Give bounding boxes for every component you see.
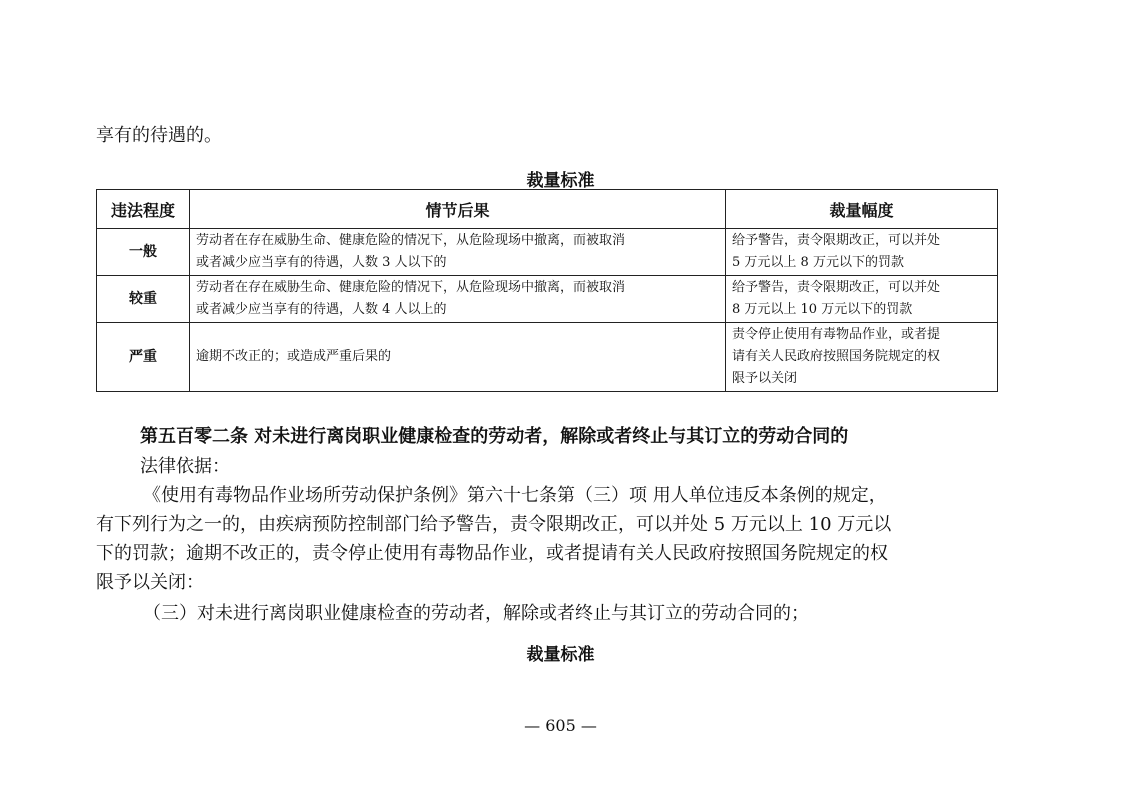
table-header-row	[97, 190, 998, 229]
header-circumstance: 情节后果	[190, 190, 726, 229]
cell-line: 责令停止使用有毒物品作业，或者提	[732, 327, 941, 342]
cell-line: 给予警告，责令限期改正，可以并处	[732, 233, 941, 248]
header-penalty-range: 裁量幅度	[726, 190, 998, 229]
cell-line: 8 万元以上 10 万元以下的罚款	[732, 302, 913, 317]
legal-basis-line: 《使用有毒物品作业场所劳动保护条例》第六十七条第（三）项 用人单位违反本条例的规定，	[143, 485, 887, 506]
cell-line: 给予警告，责令限期改正，可以并处	[732, 280, 941, 295]
level-cell: 较重	[97, 276, 190, 323]
penalty-cell	[726, 323, 998, 392]
table-row	[97, 276, 998, 323]
circumstance-cell	[190, 323, 726, 392]
cell-line: 逾期不改正的；或造成严重后果的	[196, 349, 392, 364]
level-cell: 一般	[97, 229, 190, 276]
cell-line: 劳动者在存在威胁生命、健康危险的情况下，从危险现场中撤离，而被取消	[196, 233, 626, 248]
penalty-cell	[726, 229, 998, 276]
table-caption: 裁量标准	[526, 645, 595, 665]
header-violation-degree: 违法程度	[97, 190, 190, 229]
legal-basis-line: 下的罚款；逾期不改正的，责令停止使用有毒物品作业，或者提请有关人民政府按照国务院规定的权	[96, 543, 888, 564]
level-cell: 严重	[97, 323, 190, 392]
penalty-standard-table	[96, 189, 998, 392]
legal-basis-line: 有下列行为之一的，由疾病预防控制部门给予警告，责令限期改正，可以并处 5 万元以上 10 万元以	[96, 514, 892, 535]
article-title: 第五百零二条 对未进行离岗职业健康检查的劳动者，解除或者终止与其订立的劳动合同的	[140, 426, 849, 447]
legal-basis-label: 法律依据：	[140, 456, 230, 477]
page-number: — 605 —	[524, 716, 597, 735]
circumstance-cell	[190, 229, 726, 276]
cell-line: 或者减少应当享有的待遇，人数 4 人以上的	[196, 302, 447, 317]
cell-line: 劳动者在存在威胁生命、健康危险的情况下，从危险现场中撤离，而被取消	[196, 280, 626, 295]
intro-line: 享有的待遇的。	[96, 125, 222, 146]
legal-basis-line: 限予以关闭：	[96, 572, 204, 593]
article-item: （三）对未进行离岗职业健康检查的劳动者，解除或者终止与其订立的劳动合同的；	[143, 603, 809, 624]
penalty-cell	[726, 276, 998, 323]
table-caption: 裁量标准	[526, 171, 595, 191]
cell-line: 限予以关闭	[732, 371, 798, 386]
circumstance-cell	[190, 276, 726, 323]
cell-line: 或者减少应当享有的待遇，人数 3 人以下的	[196, 255, 447, 270]
table-row	[97, 229, 998, 276]
table-row	[97, 323, 998, 392]
cell-line: 请有关人民政府按照国务院规定的权	[732, 349, 941, 364]
cell-line: 5 万元以上 8 万元以下的罚款	[732, 255, 904, 270]
